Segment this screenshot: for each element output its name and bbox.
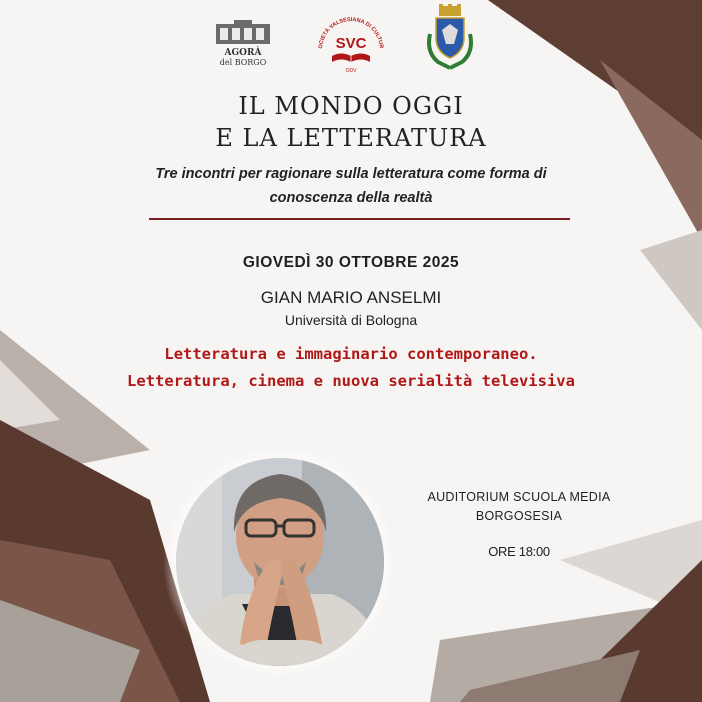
agora-del-borgo-logo xyxy=(212,18,274,70)
coat-of-arms-icon xyxy=(424,4,476,70)
venue-line-1: AUDITORIUM SCUOLA MEDIA xyxy=(427,490,611,504)
subtitle-line-1: Tre incontri per ragionare sulla letteratura come forma di xyxy=(155,166,547,182)
agora-logo-line2: del BORGO xyxy=(219,58,267,67)
event-time: ORE 18:00 xyxy=(488,544,550,559)
talk-title-line-1: Letteratura e immaginario contemporaneo. xyxy=(164,345,538,363)
svc-logo xyxy=(312,10,390,78)
speaker-portrait xyxy=(162,444,398,680)
venue-line-2: BORGOSESIA xyxy=(475,509,563,523)
svc-sub: ODV xyxy=(345,68,357,74)
talk-title-line-2: Letteratura, cinema e nuova serialità televisiva xyxy=(127,372,575,390)
title-line-1: IL MONDO OGGI xyxy=(238,92,464,120)
svc-abbr: SVC xyxy=(335,35,367,52)
subtitle-line-2: conoscenza della realtà xyxy=(269,190,433,206)
event-date: GIOVEDÌ 30 OTTOBRE 2025 xyxy=(242,254,460,271)
agora-logo-line1: AGORÀ xyxy=(224,48,262,58)
header-divider xyxy=(149,218,570,220)
speaker-name: GIAN MARIO ANSELMI xyxy=(260,288,442,307)
title-line-2: E LA LETTERATURA xyxy=(215,124,487,152)
svc-ring-text: OCIETÀ VALSESIANA DI CULTUR xyxy=(317,16,384,49)
speaker-affiliation: Università di Bologna xyxy=(284,312,418,328)
